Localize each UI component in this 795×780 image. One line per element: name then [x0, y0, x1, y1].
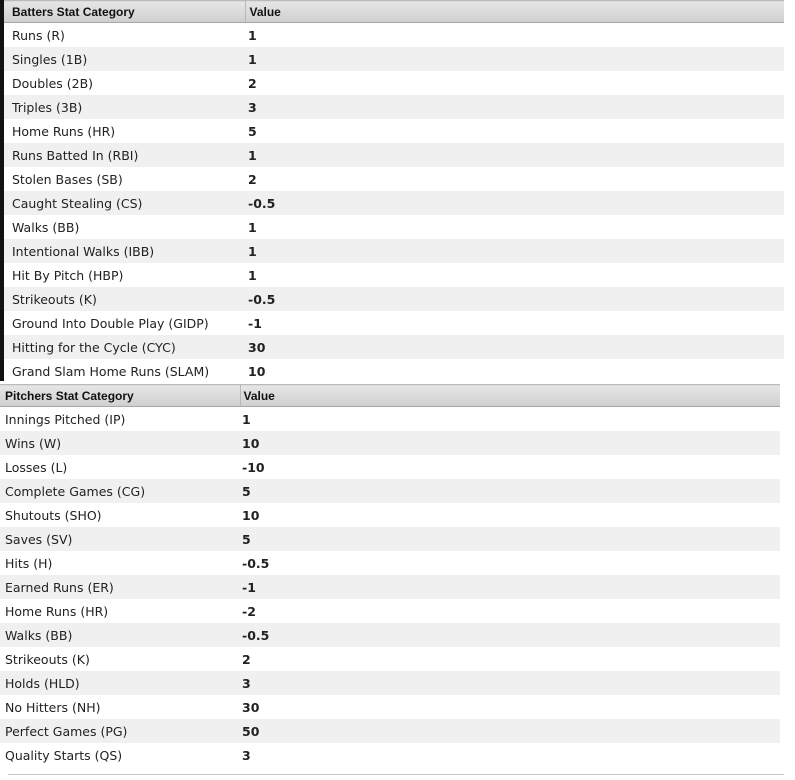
pitchers-stat-row — [0, 551, 780, 575]
stat-category-cell: No Hitters (NH) — [5, 699, 101, 715]
stat-category-cell: Doubles (2B) — [12, 75, 94, 91]
stat-category-cell: Strikeouts (K) — [4, 287, 245, 311]
batters-stat-row — [4, 143, 784, 167]
stat-value-cell: 3 — [240, 671, 780, 695]
batters-stat-row — [4, 359, 784, 383]
stat-value-cell: 2 — [248, 171, 257, 187]
batters-stat-row — [4, 311, 784, 335]
pitchers-category-header: Pitchers Stat Category — [0, 385, 240, 407]
stat-category-cell: Singles (1B) — [4, 47, 245, 71]
pitchers-stat-row — [0, 719, 780, 743]
stat-value-cell: -0.5 — [245, 287, 784, 311]
pitchers-stat-row — [0, 431, 780, 455]
batters-stat-row — [4, 71, 784, 95]
stat-value-cell: 10 — [240, 431, 780, 455]
pitchers-stat-row — [0, 455, 780, 479]
stat-category-cell: Walks (BB) — [0, 623, 240, 647]
stat-category-cell: Stolen Bases (SB) — [12, 171, 123, 187]
stat-value-cell: 5 — [240, 479, 780, 503]
stat-category-cell: Losses (L) — [5, 459, 68, 475]
pitchers-stat-row — [0, 623, 780, 647]
stat-value-cell: -0.5 — [242, 555, 270, 571]
pitchers-stat-row — [0, 743, 780, 767]
pitchers-stat-row — [0, 671, 780, 695]
stat-category-cell: Hitting for the Cycle (CYC) — [4, 335, 245, 359]
batters-stat-row — [4, 191, 784, 215]
batters-header-row — [4, 1, 784, 23]
stat-category-cell: Saves (SV) — [0, 527, 240, 551]
stat-value-cell: 2 — [242, 651, 251, 667]
stat-category-cell: Runs Batted In (RBI) — [4, 143, 245, 167]
pitchers-stat-row — [0, 503, 780, 527]
stat-value-cell: 5 — [240, 527, 780, 551]
batters-stat-row — [4, 119, 784, 143]
stat-value-cell: 1 — [245, 239, 784, 263]
stat-category-cell: Shutouts (SHO) — [5, 507, 102, 523]
stat-category-cell: Holds (HLD) — [0, 671, 240, 695]
pitchers-header-row — [0, 385, 780, 407]
stat-value-cell: -1 — [248, 315, 262, 331]
stat-category-cell: Perfect Games (PG) — [0, 719, 240, 743]
stat-category-cell: Earned Runs (ER) — [0, 575, 240, 599]
stat-category-cell: Hit By Pitch (HBP) — [12, 267, 124, 283]
stat-category-cell: Innings Pitched (IP) — [5, 411, 126, 427]
stat-value-cell: 1 — [245, 47, 784, 71]
stat-category-cell: Complete Games (CG) — [0, 479, 240, 503]
batters-stat-row — [4, 167, 784, 191]
stat-value-cell: 3 — [242, 747, 251, 763]
stat-category-cell: Wins (W) — [0, 431, 240, 455]
stat-category-cell: Caught Stealing (CS) — [4, 191, 245, 215]
pitchers-stat-row — [0, 527, 780, 551]
stat-value-cell: -0.5 — [245, 191, 784, 215]
batters-stat-row — [4, 263, 784, 287]
batters-stat-row — [4, 215, 784, 239]
stat-category-cell: Hits (H) — [5, 555, 53, 571]
stat-category-cell: Home Runs (HR) — [12, 123, 116, 139]
pitchers-stat-row — [0, 407, 780, 432]
stat-value-cell: 30 — [245, 335, 784, 359]
stat-category-cell: Grand Slam Home Runs (SLAM) — [12, 363, 210, 379]
stat-category-cell: Home Runs (HR) — [5, 603, 109, 619]
stat-category-cell: Triples (3B) — [4, 95, 245, 119]
stat-value-cell: 5 — [248, 123, 257, 139]
batters-stat-row — [4, 95, 784, 119]
stat-value-cell: 1 — [248, 219, 257, 235]
pitchers-stat-table — [0, 384, 780, 767]
batters-stat-row — [4, 287, 784, 311]
stat-value-cell: 1 — [248, 27, 257, 43]
batters-stat-table — [4, 0, 784, 383]
batters-stat-row — [4, 23, 784, 48]
batters-stat-table-section — [0, 0, 784, 381]
pitchers-stat-row — [0, 479, 780, 503]
stat-category-cell: Runs (R) — [12, 27, 65, 43]
pitchers-stat-row — [0, 575, 780, 599]
stat-value-cell: -0.5 — [240, 623, 780, 647]
batters-stat-row — [4, 47, 784, 71]
stat-value-cell: 2 — [248, 75, 257, 91]
stat-value-cell: -1 — [240, 575, 780, 599]
pitchers-stat-row — [0, 695, 780, 719]
stat-value-cell: 1 — [248, 267, 257, 283]
pitchers-stat-row — [0, 647, 780, 671]
batters-stat-row — [4, 239, 784, 263]
batters-category-header: Batters Stat Category — [4, 1, 245, 23]
stat-value-cell: 1 — [242, 411, 251, 427]
bottom-divider — [8, 774, 784, 775]
batters-rows — [4, 23, 784, 384]
stat-category-cell: Walks (BB) — [12, 219, 80, 235]
stat-value-cell: 3 — [245, 95, 784, 119]
pitchers-rows — [0, 407, 780, 768]
stat-category-cell: Strikeouts (K) — [5, 651, 90, 667]
stat-value-cell: 1 — [245, 143, 784, 167]
batters-value-header: Value — [245, 1, 784, 23]
stat-value-cell: 10 — [248, 363, 266, 379]
stat-value-cell: 30 — [242, 699, 260, 715]
pitchers-stat-table-section — [0, 384, 780, 774]
stat-value-cell: -2 — [242, 603, 256, 619]
stat-category-cell: Quality Starts (QS) — [5, 747, 123, 763]
pitchers-value-header: Value — [240, 385, 780, 407]
stat-category-cell: Intentional Walks (IBB) — [4, 239, 245, 263]
pitchers-stat-row — [0, 599, 780, 623]
stat-value-cell: 50 — [240, 719, 780, 743]
stat-category-cell: Ground Into Double Play (GIDP) — [12, 315, 209, 331]
stat-value-cell: -10 — [242, 459, 265, 475]
stat-value-cell: 10 — [242, 507, 260, 523]
batters-stat-row — [4, 335, 784, 359]
